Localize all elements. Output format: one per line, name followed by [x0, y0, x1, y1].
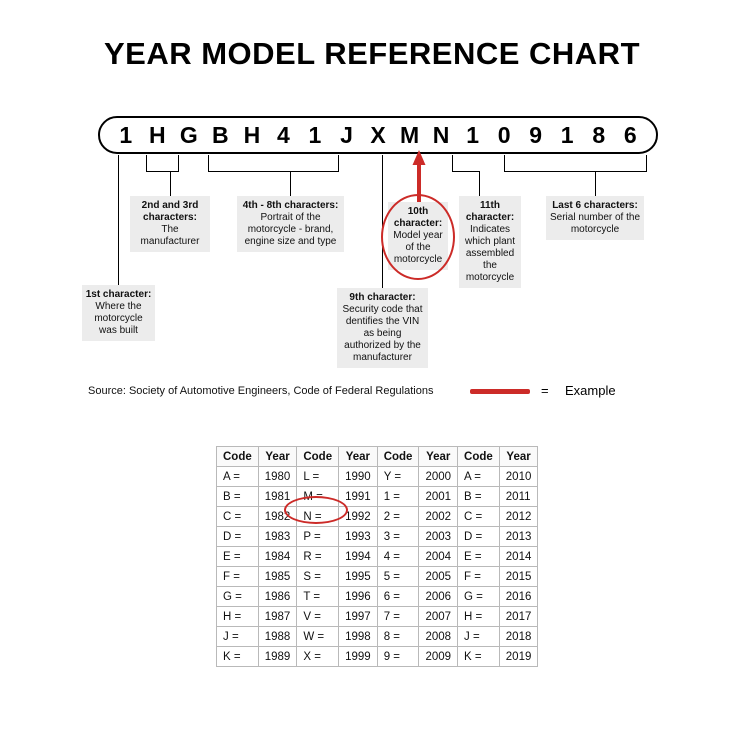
cell-year: 1991 — [339, 487, 378, 507]
callout-heading: 9th character: — [349, 292, 416, 303]
table-row — [217, 627, 538, 647]
table-row — [217, 527, 538, 547]
column-header: Year — [258, 447, 297, 467]
cell-year: 2006 — [419, 587, 458, 607]
connector-line — [382, 155, 383, 288]
cell-code: E = — [217, 547, 259, 567]
cell-year: 2009 — [419, 647, 458, 667]
cell-year: 1999 — [339, 647, 378, 667]
cell-code: K = — [458, 647, 500, 667]
vin-char: H — [148, 121, 166, 148]
connector-line — [595, 171, 596, 196]
connector-line — [452, 171, 480, 172]
cell-year: 2018 — [499, 627, 538, 647]
connector-line — [504, 155, 505, 171]
cell-code: H = — [217, 607, 259, 627]
cell-code: 2 = — [377, 507, 419, 527]
vin-char: 1 — [466, 121, 479, 148]
callout-last-six-characters — [546, 196, 644, 240]
cell-year: 1981 — [258, 487, 297, 507]
cell-code: S = — [297, 567, 339, 587]
connector-line — [118, 155, 119, 171]
vin-char: 1 — [560, 121, 574, 148]
cell-year: 2008 — [419, 627, 458, 647]
cell-code: G = — [217, 587, 259, 607]
cell-code: D = — [217, 527, 259, 547]
cell-code: 6 = — [377, 587, 419, 607]
cell-year: 2007 — [419, 607, 458, 627]
cell-code: K = — [217, 647, 259, 667]
legend-label: Example — [565, 383, 616, 398]
cell-code: X = — [297, 647, 339, 667]
connector-line — [479, 171, 480, 196]
cell-code: 9 = — [377, 647, 419, 667]
column-header: Year — [419, 447, 458, 467]
cell-year: 1988 — [258, 627, 297, 647]
callout-body: Indicates which plant assembled the motorcycle — [464, 224, 516, 283]
cell-code: C = — [458, 507, 500, 527]
cell-code: A = — [458, 467, 500, 487]
cell-year: 2017 — [499, 607, 538, 627]
cell-code: M = — [297, 487, 339, 507]
cell-year: 1987 — [258, 607, 297, 627]
vin-char: G — [179, 121, 198, 148]
callout-body: Serial number of the motorcycle — [549, 212, 641, 235]
column-header: Year — [499, 447, 538, 467]
table-row — [217, 647, 538, 667]
table-row — [217, 547, 538, 567]
vin-char: H — [243, 121, 261, 148]
cell-year: 1983 — [258, 527, 297, 547]
cell-code: 3 = — [377, 527, 419, 547]
table-row — [217, 507, 538, 527]
connector-line — [452, 155, 453, 171]
cell-year: 2011 — [499, 487, 538, 507]
column-header: Code — [217, 447, 259, 467]
connector-line — [146, 171, 179, 172]
callout-body: Where the motorcycle was built — [94, 301, 143, 336]
vin-char: M — [399, 121, 420, 148]
connector-line — [170, 171, 171, 196]
cell-code: 7 = — [377, 607, 419, 627]
cell-code: D = — [458, 527, 500, 547]
connector-line — [338, 155, 339, 171]
cell-year: 2015 — [499, 567, 538, 587]
connector-line — [208, 155, 209, 171]
connector-line — [504, 171, 647, 172]
cell-code: J = — [458, 627, 500, 647]
cell-code: Y = — [377, 467, 419, 487]
column-header: Year — [339, 447, 378, 467]
column-header: Code — [458, 447, 500, 467]
cell-year: 2010 — [499, 467, 538, 487]
callout-fourth-eighth-characters — [237, 196, 344, 252]
connector-line — [118, 171, 119, 285]
cell-year: 2000 — [419, 467, 458, 487]
legend-color-swatch — [470, 389, 530, 394]
cell-year: 1984 — [258, 547, 297, 567]
cell-year: 1993 — [339, 527, 378, 547]
table-row — [217, 467, 538, 487]
cell-year: 2012 — [499, 507, 538, 527]
cell-year: 1989 — [258, 647, 297, 667]
legend-equals: = — [541, 383, 549, 398]
vin-char: 1 — [308, 121, 322, 148]
table-header-row — [217, 447, 538, 467]
cell-code: B = — [458, 487, 500, 507]
vin-char: 8 — [592, 121, 606, 148]
vin-char: N — [432, 121, 450, 148]
callout-body: Model year of the motorcycle — [393, 230, 443, 265]
cell-year: 1995 — [339, 567, 378, 587]
callout-body: Portrait of the motorcycle - brand, engine size and type — [244, 212, 337, 247]
cell-code: A = — [217, 467, 259, 487]
table-row — [217, 487, 538, 507]
cell-code: L = — [297, 467, 339, 487]
vin-char: 9 — [529, 121, 543, 148]
callout-heading: Last 6 characters: — [552, 200, 638, 211]
cell-year: 2013 — [499, 527, 538, 547]
cell-year: 1998 — [339, 627, 378, 647]
vin-char: B — [212, 121, 229, 148]
table-row — [217, 567, 538, 587]
cell-year: 1986 — [258, 587, 297, 607]
cell-code: P = — [297, 527, 339, 547]
connector-line — [646, 155, 647, 171]
callout-ninth-character — [337, 288, 428, 368]
column-header: Code — [297, 447, 339, 467]
source-note: Source: Society of Automotive Engineers, Code of Federal Regulations — [88, 385, 434, 397]
cell-year: 1994 — [339, 547, 378, 567]
cell-year: 1997 — [339, 607, 378, 627]
cell-year: 2004 — [419, 547, 458, 567]
cell-year: 2016 — [499, 587, 538, 607]
vin-char: J — [340, 121, 353, 148]
page-title: YEAR MODEL REFERENCE CHART — [103, 36, 641, 71]
vin-char: X — [370, 121, 386, 148]
cell-year: 1996 — [339, 587, 378, 607]
cell-year: 1990 — [339, 467, 378, 487]
callout-body: The manufacturer — [140, 224, 200, 247]
cell-code: R = — [297, 547, 339, 567]
callout-body: Security code that dentifies the VIN as being authorized by the manufacturer — [342, 304, 423, 363]
vin-char: 0 — [497, 121, 511, 148]
year-code-table — [216, 446, 538, 667]
cell-year: 1992 — [339, 507, 378, 527]
callout-heading: 4th - 8th characters: — [242, 200, 339, 211]
cell-code: H = — [458, 607, 500, 627]
cell-code: C = — [217, 507, 259, 527]
cell-code: F = — [217, 567, 259, 587]
cell-year: 1982 — [258, 507, 297, 527]
cell-code: B = — [217, 487, 259, 507]
vin-char: 4 — [277, 121, 290, 148]
cell-code: T = — [297, 587, 339, 607]
cell-year: 1985 — [258, 567, 297, 587]
connector-line — [178, 155, 179, 171]
callout-eleventh-character — [459, 196, 521, 288]
cell-year: 2003 — [419, 527, 458, 547]
cell-code: N = — [297, 507, 339, 527]
cell-code: J = — [217, 627, 259, 647]
connector-line — [146, 155, 147, 171]
callout-heading: 2nd and 3rd characters: — [141, 200, 199, 223]
cell-year: 2014 — [499, 547, 538, 567]
callout-heading: 10th character: — [393, 206, 443, 229]
cell-year: 2005 — [419, 567, 458, 587]
cell-year: 2002 — [419, 507, 458, 527]
callout-heading: 11th character: — [465, 200, 515, 223]
cell-code: V = — [297, 607, 339, 627]
cell-year: 1980 — [258, 467, 297, 487]
table-row — [217, 607, 538, 627]
cell-code: 1 = — [377, 487, 419, 507]
cell-year: 2019 — [499, 647, 538, 667]
callout-second-third-characters — [130, 196, 210, 252]
cell-code: G = — [458, 587, 500, 607]
cell-code: E = — [458, 547, 500, 567]
callout-heading: 1st character: — [85, 289, 152, 300]
callout-tenth-character — [388, 202, 448, 270]
connector-line — [290, 171, 291, 196]
cell-year: 2001 — [419, 487, 458, 507]
cell-code: 4 = — [377, 547, 419, 567]
cell-code: 8 = — [377, 627, 419, 647]
callout-first-character — [82, 285, 155, 341]
connector-line — [208, 171, 339, 172]
cell-code: W = — [297, 627, 339, 647]
vin-char: 1 — [119, 121, 133, 148]
column-header: Code — [377, 447, 419, 467]
vin-char: 6 — [623, 121, 637, 148]
cell-code: F = — [458, 567, 500, 587]
table-row — [217, 587, 538, 607]
vin-character-row — [98, 116, 658, 154]
cell-code: 5 = — [377, 567, 419, 587]
